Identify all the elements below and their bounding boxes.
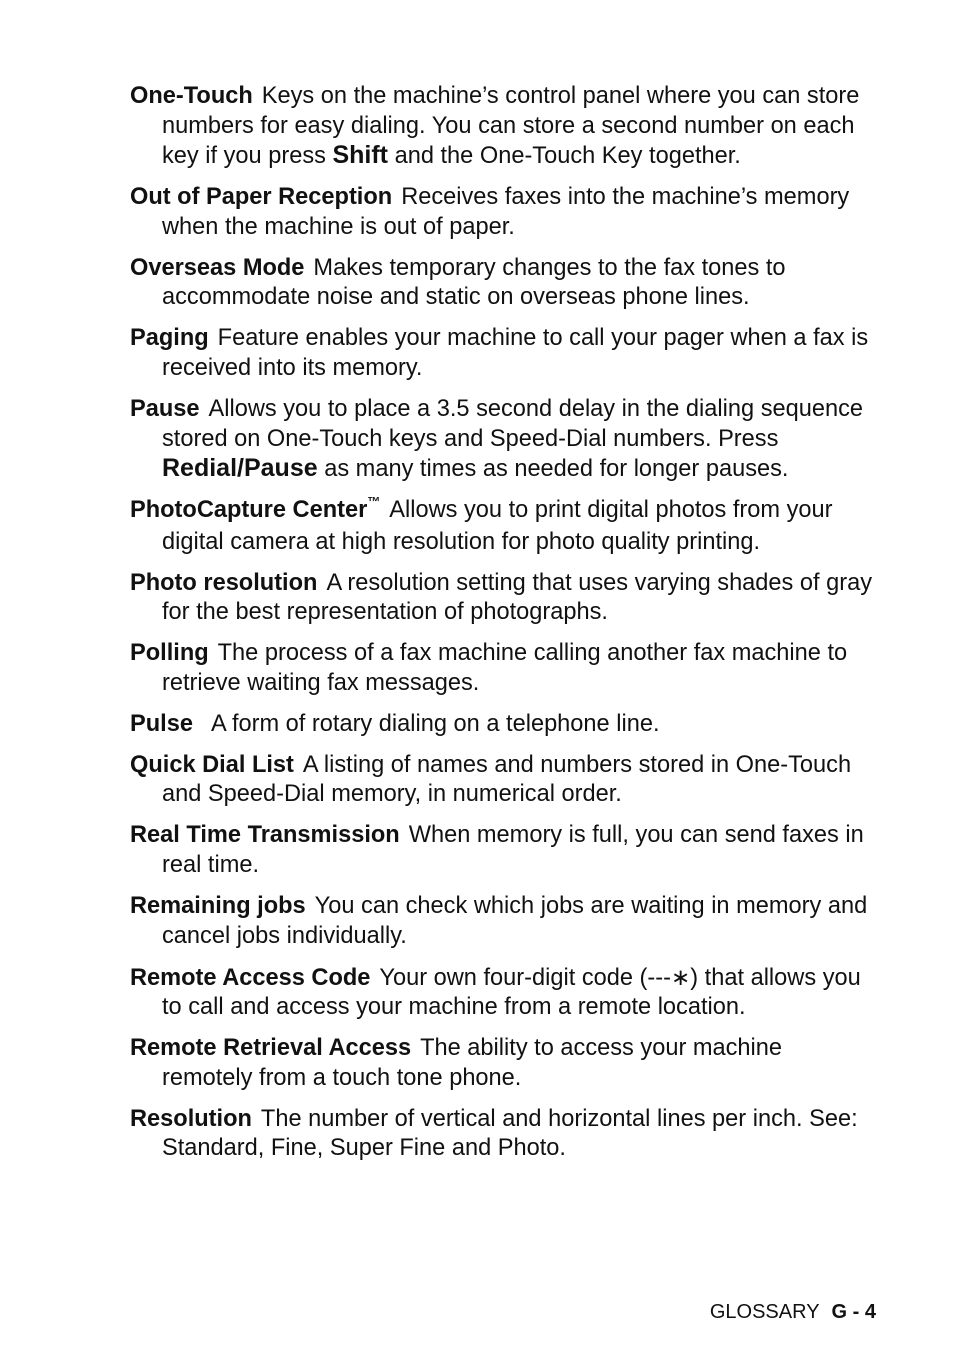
glossary-term: Pulse <box>130 710 193 737</box>
glossary-entry-remote-retrieval-access <box>130 1034 878 1093</box>
glossary-definition: Keys on the machine’s control panel where you can store numbers for easy dialing. You can store a second number on each key if you press <box>162 83 860 170</box>
glossary-definition: Feature enables your machine to call your pager when a fax is received into its memory. <box>162 325 869 381</box>
glossary-entry-overseas-mode <box>130 254 878 313</box>
glossary-definition-cont: and the One-Touch Key together. <box>388 143 741 170</box>
footer-section-label: GLOSSARY <box>709 1301 820 1323</box>
glossary-entry-real-time-transmission <box>130 821 878 880</box>
glossary-list <box>130 82 878 1175</box>
page-footer <box>710 1300 876 1324</box>
glossary-entry-remaining-jobs <box>130 892 878 951</box>
star-key-icon: ∗ <box>670 963 691 990</box>
glossary-entry-polling <box>130 639 878 698</box>
glossary-term: Out of Paper Reception <box>130 184 393 211</box>
glossary-definition: A form of rotary dialing on a telephone line. <box>210 710 660 737</box>
key-name-redial-pause: Redial/Pause <box>162 454 318 483</box>
glossary-definition-cont: as many times as needed for longer pauses. <box>317 456 789 483</box>
glossary-term: Remaining jobs <box>130 892 306 919</box>
glossary-definition: A resolution setting that uses varying shades of gray for the best representation of photographs. <box>162 569 873 626</box>
glossary-definition: Allows you to print digital photos from your digital camera at high resolution for photo quality printing. <box>162 497 833 555</box>
key-name-shift: Shift <box>332 141 389 170</box>
glossary-term: PhotoCapture Center <box>130 497 368 524</box>
glossary-term: One-Touch <box>130 83 253 109</box>
glossary-entry-photo-resolution <box>130 569 878 628</box>
glossary-entry-pause <box>130 395 878 485</box>
glossary-entry-paging <box>130 324 878 383</box>
glossary-term: Photo resolution <box>130 569 318 596</box>
glossary-term: Remote Retrieval Access <box>130 1035 412 1062</box>
glossary-definition-cont: ) that allows you to call and access your machine from a remote location. <box>162 964 861 1021</box>
glossary-entry-pulse <box>130 710 878 740</box>
glossary-entry-out-of-paper-reception <box>130 183 878 242</box>
glossary-term: Polling <box>130 640 209 667</box>
glossary-definition: When memory is full, you can send faxes in real time. <box>162 822 864 878</box>
glossary-definition: Receives faxes into the machine’s memory when the machine is out of paper. <box>162 184 850 240</box>
trademark-symbol: ™ <box>367 494 381 510</box>
glossary-entry-quick-dial-list <box>130 751 878 810</box>
glossary-term: Resolution <box>130 1105 252 1132</box>
footer-page-number: G - 4 <box>831 1301 876 1323</box>
glossary-definition: The process of a fax machine calling another fax machine to retrieve waiting fax messages. <box>162 640 848 696</box>
glossary-definition: Makes temporary changes to the fax tones to accommodate noise and static on overseas phone lines. <box>162 254 786 311</box>
glossary-entry-remote-access-code <box>130 963 878 1023</box>
glossary-term: Pause <box>130 395 200 422</box>
glossary-term: Overseas Mode <box>130 254 305 281</box>
glossary-term: Real Time Transmission <box>130 822 400 849</box>
glossary-term: Quick Dial List <box>130 751 294 778</box>
glossary-definition: Your own four-digit code (--- <box>379 964 671 991</box>
glossary-definition: The number of vertical and horizontal lines per inch. See: Standard, Fine, Super Fine and Photo. <box>162 1105 858 1162</box>
glossary-entry-resolution <box>130 1105 878 1164</box>
glossary-definition: A listing of names and numbers stored in One-Touch and Speed-Dial memory, in numerical order. <box>162 751 852 808</box>
glossary-entry-one-touch <box>130 82 878 172</box>
glossary-term: Paging <box>130 325 209 352</box>
glossary-definition: Allows you to place a 3.5 second delay in the dialing sequence stored on One-Touch keys and Speed-Dial numbers. Press <box>162 395 864 452</box>
glossary-entry-photocapture-center <box>130 496 878 557</box>
glossary-definition: The ability to access your machine remotely from a touch tone phone. <box>162 1035 783 1091</box>
glossary-definition: You can check which jobs are waiting in memory and cancel jobs individually. <box>162 892 868 949</box>
glossary-term: Remote Access Code <box>130 964 371 991</box>
